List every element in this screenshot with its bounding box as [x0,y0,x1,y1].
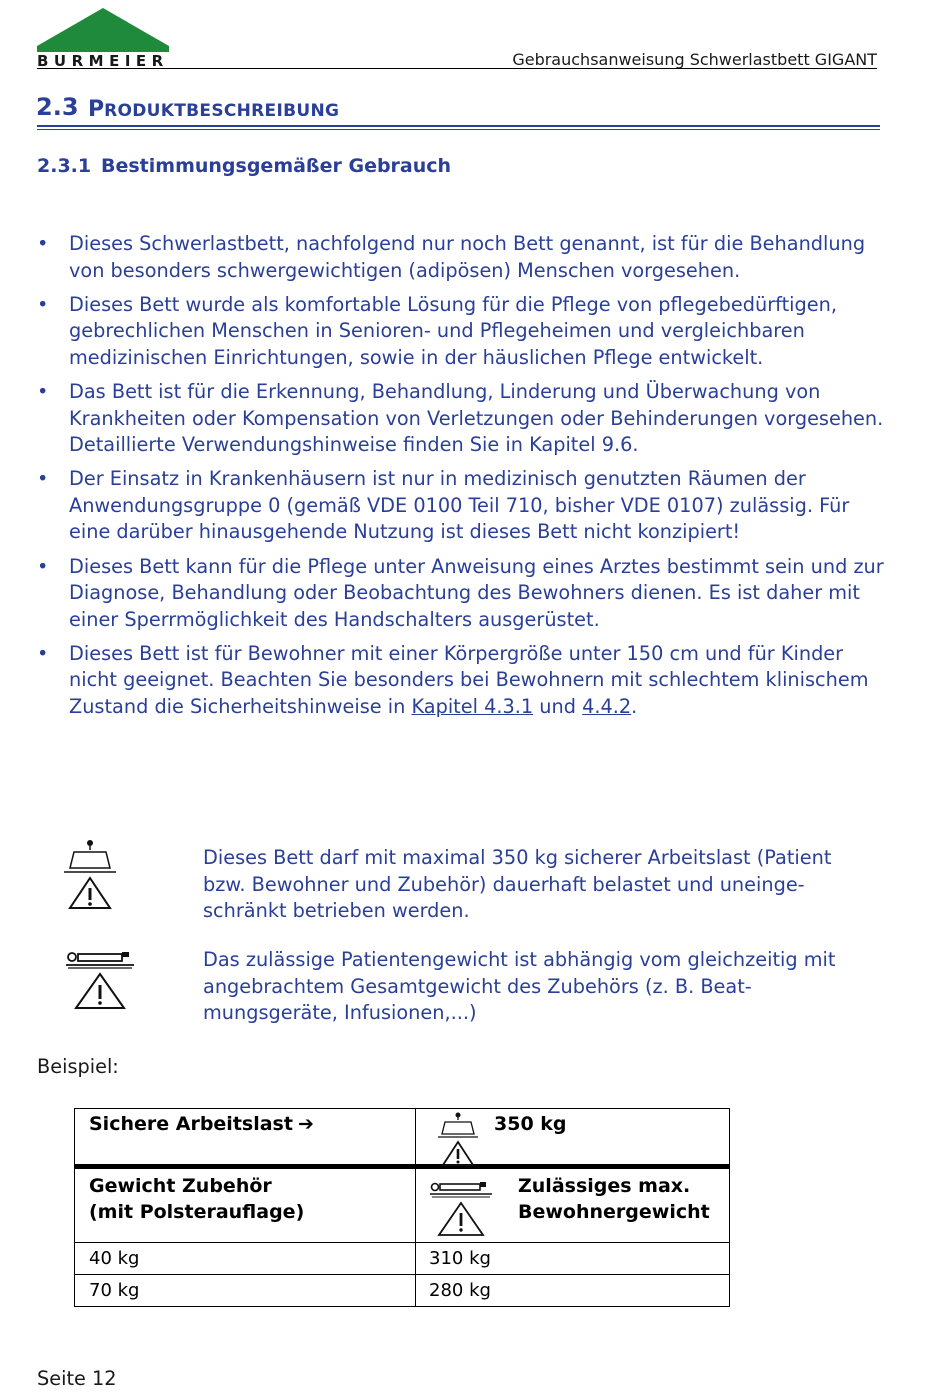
bullet-text: Dieses Bett ist für Bewohner mit einer Körpergröße unter 150 cm und für Kinder nicht geeignet. Beachten Sie besonders bei Bewohnern mit schlechtem klinischem Zustand die Sicherheitshinweise in [69,641,869,718]
accessory-weight-cell: 40 kg [75,1243,416,1275]
section-rule-thin [37,129,880,130]
subsection-title: Bestimmungsgemäßer Gebrauch [101,155,452,177]
safe-load-value: 350 kg [494,1113,567,1135]
safe-load-label: Sichere Arbeitslast [89,1113,293,1135]
accessory-weight-header: Gewicht Zubehör [89,1175,272,1197]
safe-working-load-icon [436,1111,480,1167]
chapter-link-4-4-2[interactable]: 4.4.2 [582,695,632,718]
table-row [75,1167,730,1243]
list-item [37,231,885,284]
list-item [37,554,885,634]
section-title-initial: P [88,97,105,122]
chapter-link-4-3-1[interactable]: Kapitel 4.3.1 [411,695,534,718]
bullet-text: Dieses Schwerlastbett, nachfolgend nur noch Bett genannt, ist für die Behandlung von besonders schwergewichtigen (adipösen) Menschen vorgesehen. [69,232,866,282]
bullet-dot: • [37,379,49,403]
table-row [75,1243,730,1275]
burmeier-logo-roof [37,8,169,52]
table-cell [416,1109,730,1167]
bullet-text-end: . [631,695,638,718]
logo-text: BURMEIER [37,52,169,70]
patient-weight-icon [64,948,136,1010]
patient-weight-icon [428,1179,494,1237]
safe-working-load-icon [62,838,118,912]
max-weight-cell: 310 kg [416,1243,730,1275]
list-item [37,292,885,372]
section-number: 2.3 [36,93,79,121]
bullet-text: Das Bett ist für die Erkennung, Behandlung, Linderung und Überwachung von Krankheiten oder Kompensation von Verletzungen oder Behinderungen vorgesehen. Detaillierte Verwendungshinweise finden Sie in Kapitel 9.6. [69,379,884,457]
accessory-weight-cell: 70 kg [75,1275,416,1307]
bullet-dot: • [37,467,49,491]
arrow-right-icon: ➔ [298,1113,314,1135]
max-weight-cell: 280 kg [416,1275,730,1307]
accessory-weight-subheader: (mit Polsterauflage) [89,1201,305,1223]
warning-text-safe-load: Dieses Bett darf mit maximal 350 kg sicherer Arbeitslast (Patient bzw. Bewohner und Zubehör) dauerhaft belastet und uneinge-schränkt betrieben werden. [203,846,832,923]
warning-text-patient-weight: Das zulässige Patientengewicht ist abhängig vom gleichzeitig mit angebrachtem Gesamtgewicht des Zubehörs (z. B. Beat-mungsgeräte, Infusionen,...) [203,948,836,1025]
bullet-text: Dieses Bett kann für die Pflege unter Anweisung eines Arztes bestimmt sein und zur Diagnose, Behandlung oder Beobachtung des Bewohners dienen. Es ist daher mit einer Sperrmöglichkeit des Handschalters ausgerüstet. [69,554,884,631]
bullet-text: Dieses Bett wurde als komfortable Lösung für die Pflege von pflegebedürftigen, gebrechlichen Menschen in Senioren- und Pflegeheimen und vergleichbaren medizinischen Einrichtungen, sowie in der häuslichen Pflege entwickelt. [69,292,837,369]
table-cell [75,1167,416,1243]
table-row [75,1275,730,1307]
document-title: Gebrauchsanweisung Schwerlastbett GIGANT [512,50,877,69]
bullet-dot: • [37,554,49,578]
section-title-rest: RODUKTBESCHREIBUNG [104,101,340,121]
header-rule [37,68,877,69]
bullet-text: Der Einsatz in Krankenhäusern ist nur in medizinisch genutzten Räumen der Anwendungsgruppe 0 (gemäß VDE 0100 Teil 710, bisher VDE 0107) zulässig. Für eine darüber hinausgehende Nutzung ist dieses Bett nicht konzipiert! [69,467,850,544]
bullet-dot: • [37,232,49,255]
example-label: Beispiel: [37,1055,119,1078]
section-rule [37,125,880,127]
max-weight-subheader: Bewohnergewicht [518,1201,710,1223]
bullet-text-mid: und [533,695,583,718]
bullet-dot: • [37,292,49,316]
table-cell [75,1109,416,1167]
list-item [37,466,885,546]
list-item [37,379,885,459]
bullet-dot: • [37,641,49,665]
load-example-table [74,1108,730,1307]
table-row [75,1109,730,1167]
section-title [88,97,339,122]
max-weight-header: Zulässiges max. [518,1175,691,1197]
usage-bullet-list [37,231,885,728]
subsection-number: 2.3.1 [37,155,92,177]
list-item [37,641,885,721]
page-number: Seite 12 [37,1367,117,1390]
table-cell [416,1167,730,1243]
